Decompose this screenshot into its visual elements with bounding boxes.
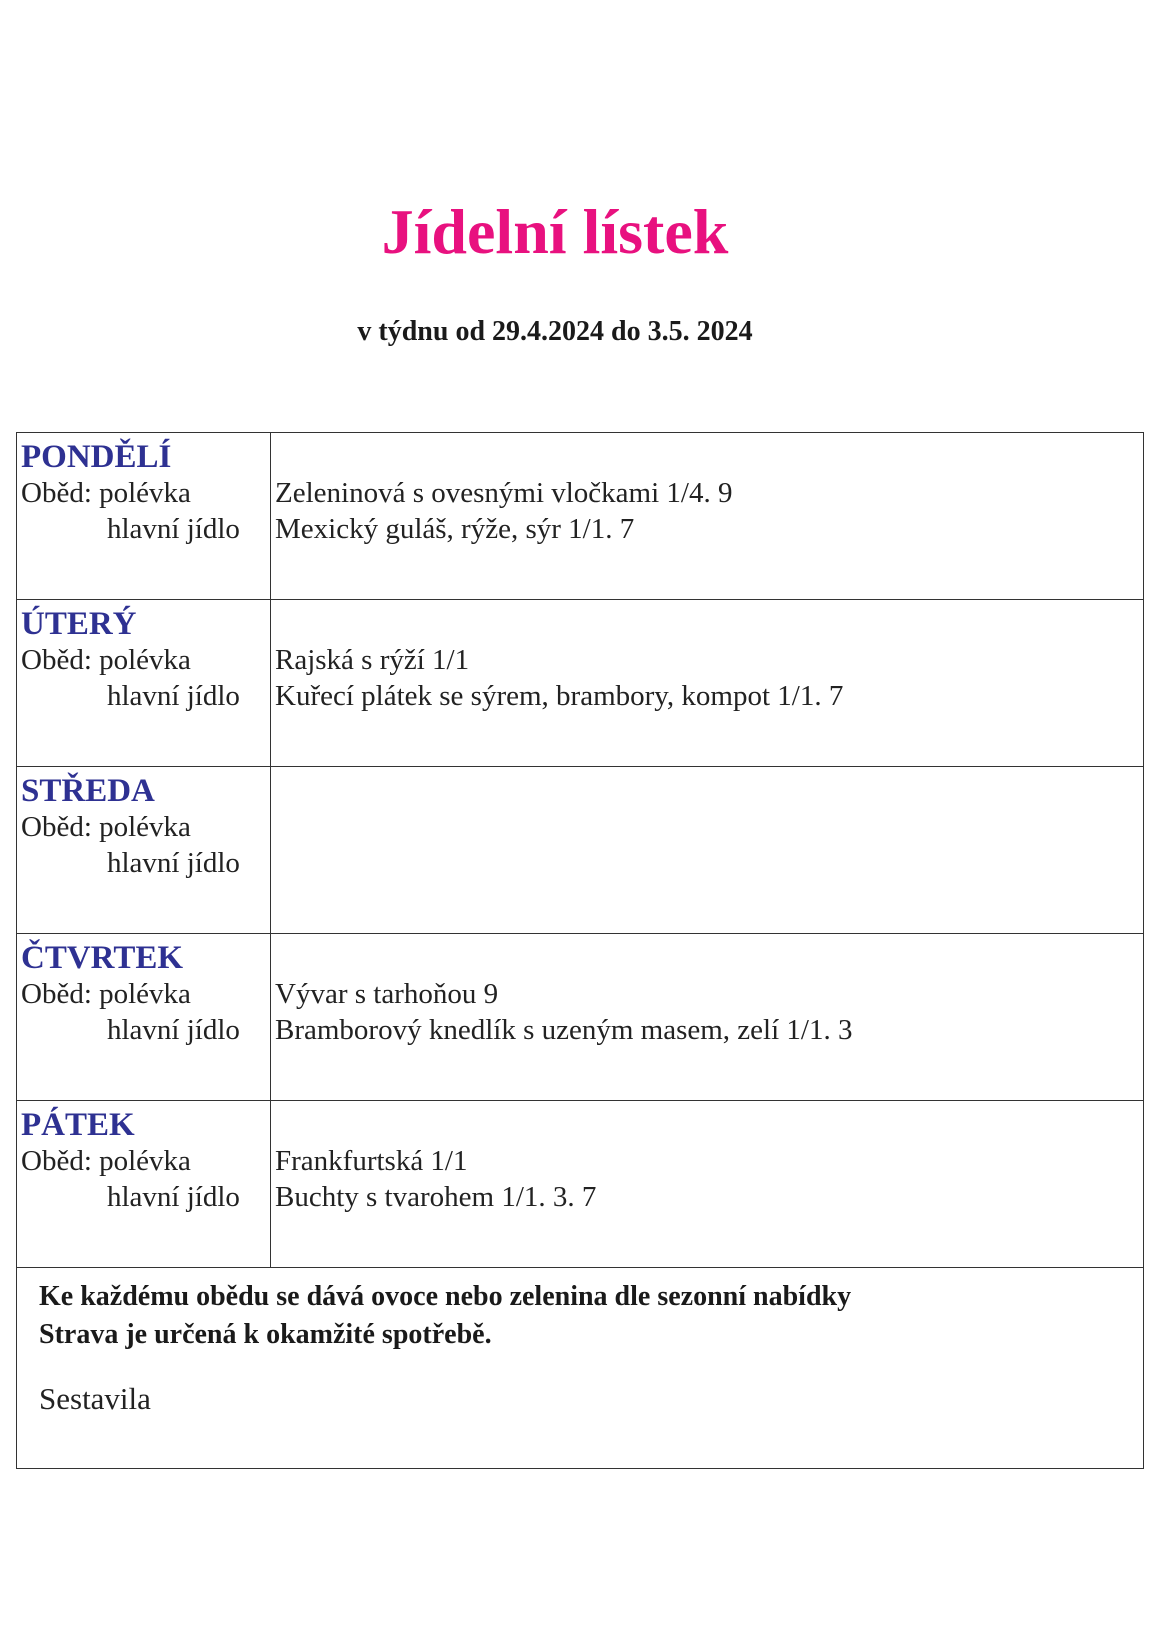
main-dish-label: hlavní jídlo bbox=[107, 847, 240, 879]
main-dish-label: hlavní jídlo bbox=[107, 1181, 240, 1213]
day-name: PÁTEK bbox=[21, 1107, 135, 1143]
soup-item: Frankfurtská 1/1 bbox=[275, 1145, 468, 1177]
notes-row bbox=[17, 1268, 1144, 1469]
dish-cell bbox=[271, 600, 1144, 767]
main-dish-label: hlavní jídlo bbox=[107, 1014, 240, 1046]
day-row-tuesday bbox=[17, 600, 1144, 767]
day-name: ÚTERÝ bbox=[21, 606, 137, 642]
day-name: ČTVRTEK bbox=[21, 940, 184, 976]
main-dish-item: Kuřecí plátek se sýrem, brambory, kompot 1/1. 7 bbox=[275, 680, 844, 712]
page-title: Jídelní lístek bbox=[381, 196, 729, 267]
dish-cell bbox=[271, 1101, 1144, 1268]
main-dish-label: hlavní jídlo bbox=[107, 680, 240, 712]
soup-item: Zeleninová s ovesnými vločkami 1/4. 9 bbox=[275, 477, 733, 509]
fruit-note: Ke každému obědu se dává ovoce nebo zelenina dle sezonní nabídky bbox=[39, 1281, 852, 1312]
dish-cell bbox=[271, 767, 1144, 934]
dish-cell bbox=[271, 934, 1144, 1101]
day-label-cell bbox=[17, 767, 271, 934]
day-name: PONDĚLÍ bbox=[21, 439, 172, 475]
day-row-thursday bbox=[17, 934, 1144, 1101]
dish-cell bbox=[271, 433, 1144, 600]
soup-label: Oběd: polévka bbox=[21, 1145, 191, 1177]
main-dish-item: Mexický guláš, rýže, sýr 1/1. 7 bbox=[275, 513, 635, 545]
soup-label: Oběd: polévka bbox=[21, 477, 191, 509]
main-dish-label: hlavní jídlo bbox=[107, 513, 240, 545]
day-name: STŘEDA bbox=[21, 773, 155, 809]
soup-item: Vývar s tarhoňou 9 bbox=[275, 978, 499, 1010]
day-label-cell bbox=[17, 600, 271, 767]
soup-item: Rajská s rýží 1/1 bbox=[275, 644, 470, 676]
day-row-monday bbox=[17, 433, 1144, 600]
day-row-friday bbox=[17, 1101, 1144, 1268]
author-label: Sestavila bbox=[39, 1381, 151, 1416]
main-dish-item: Bramborový knedlík s uzeným masem, zelí 1/1. 3 bbox=[275, 1014, 853, 1046]
notes-cell bbox=[17, 1268, 1144, 1469]
week-range: v týdnu od 29.4.2024 do 3.5. 2024 bbox=[357, 316, 753, 347]
day-label-cell bbox=[17, 433, 271, 600]
day-label-cell bbox=[17, 1101, 271, 1268]
menu-table bbox=[16, 432, 1144, 1469]
main-dish-item: Buchty s tvarohem 1/1. 3. 7 bbox=[275, 1181, 597, 1213]
soup-label: Oběd: polévka bbox=[21, 644, 191, 676]
consumption-note: Strava je určená k okamžité spotřebě. bbox=[39, 1319, 492, 1350]
day-row-wednesday bbox=[17, 767, 1144, 934]
soup-label: Oběd: polévka bbox=[21, 811, 191, 843]
day-label-cell bbox=[17, 934, 271, 1101]
soup-label: Oběd: polévka bbox=[21, 978, 191, 1010]
